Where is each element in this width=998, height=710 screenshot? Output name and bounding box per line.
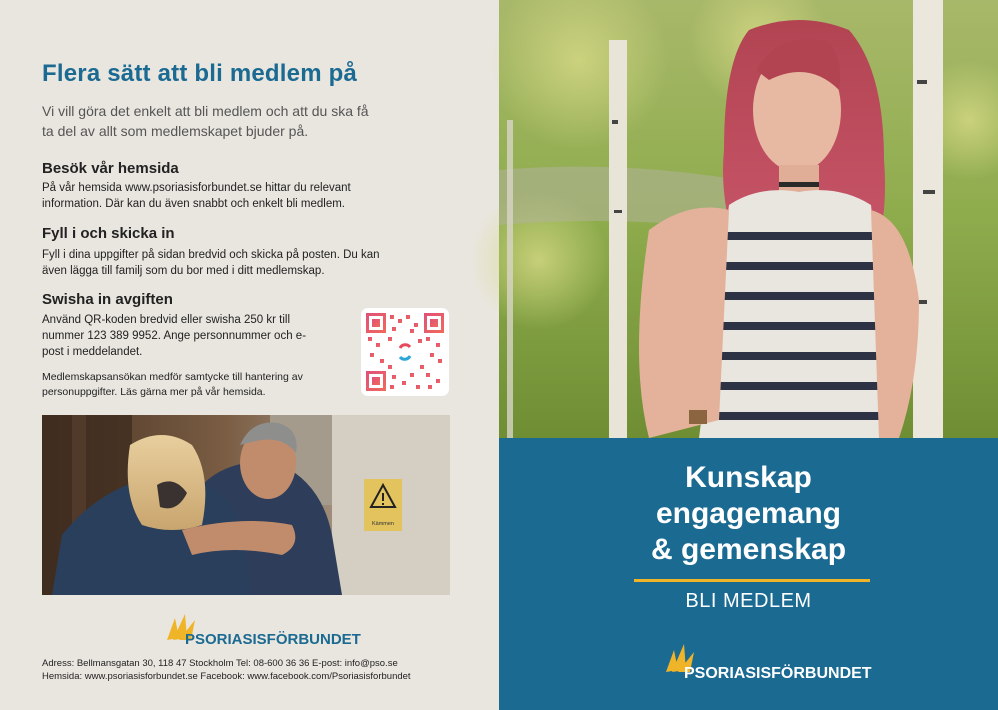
right-panel <box>499 0 998 710</box>
section-title-mail: Fyll i och skicka in <box>42 225 175 242</box>
tagline <box>499 460 998 568</box>
section-body-swish: Använd QR-koden bredvid eller swisha 250 kr till nummer 123 389 9952. Ange personnummer och e-post i meddelandet. <box>42 314 307 358</box>
headline: Flera sätt att bli medlem på <box>42 60 358 87</box>
logo-text-left: PSORIASISFÖRBUNDET <box>185 631 361 648</box>
contact-footer <box>42 657 411 683</box>
logo-psoriasisforbundet-left <box>165 612 361 650</box>
footer-address-line: Adress: Bellmansgatan 30, 118 47 Stockholm Tel: 08-600 36 36 E-post: info@pso.se <box>42 658 398 669</box>
footer-web-line: Hemsida: www.psoriasisforbundet.se Facebook: www.facebook.com/Psoriasisforbundet <box>42 671 411 682</box>
section-title-swish: Swisha in avgiften <box>42 291 173 308</box>
tagline-box <box>499 438 998 710</box>
section-title-website: Besök vår hemsida <box>42 160 179 177</box>
hug-photo <box>42 415 450 595</box>
consent-note: Medlemskapsansökan medför samtycke till hantering av personuppgifter. Läs gärna mer på vår hemsida. <box>42 371 303 398</box>
tagline-line-3: & gemenskap <box>650 533 847 566</box>
section-body-mail: Fyll i dina uppgifter på sidan bredvid och skicka på posten. Du kan även lägga till familj som du bor med i ditt medlemskap. <box>42 249 380 277</box>
warning-sign-text: Kämmen <box>371 521 395 527</box>
woman-photo <box>499 0 998 438</box>
logo-psoriasisforbundet-right <box>664 642 872 684</box>
yellow-divider <box>634 579 870 582</box>
tagline-line-2: engagemang <box>655 497 842 530</box>
qr-code-icon <box>366 313 444 391</box>
logo-text-right: PSORIASISFÖRBUNDET <box>684 665 872 682</box>
join-cta: BLI MEDLEM <box>685 590 812 612</box>
intro-text: Vi vill göra det enkelt att bli medlem och att du ska få ta del av allt som medlemskapet bjuder på. <box>42 103 369 139</box>
section-body-website: På vår hemsida www.psoriasisforbundet.se hittar du relevant information. Där kan du även snabbt och enkelt bli medlem. <box>42 182 351 210</box>
tagline-line-1: Kunskap <box>685 461 812 494</box>
swish-qr-code[interactable] <box>361 308 449 396</box>
